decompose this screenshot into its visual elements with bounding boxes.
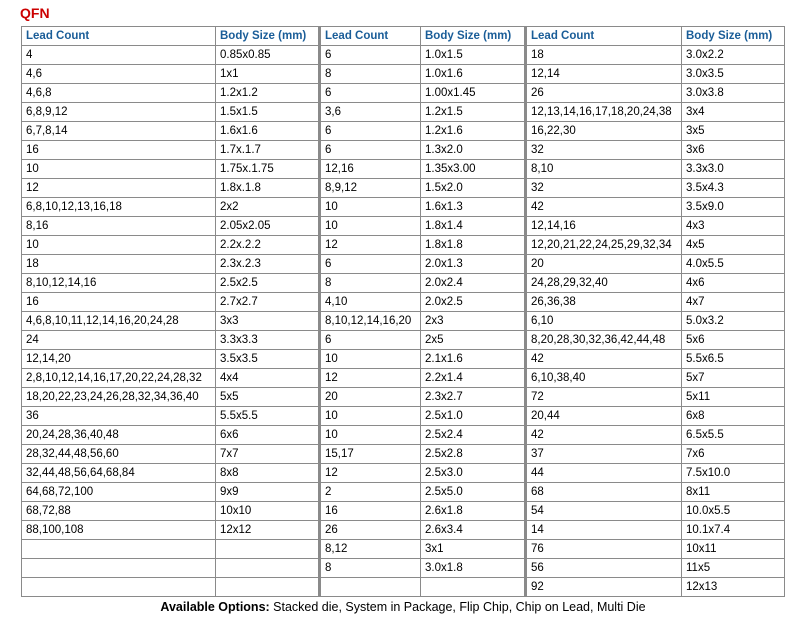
body-size-cell (216, 540, 320, 559)
lead-count-cell: 4,10 (320, 293, 421, 312)
lead-count-cell: 10 (320, 426, 421, 445)
lead-count-cell: 10 (320, 350, 421, 369)
lead-count-cell: 12,16 (320, 160, 421, 179)
body-size-cell: 3x3 (216, 312, 320, 331)
lead-count-cell (22, 559, 216, 578)
body-size-cell: 10x10 (216, 502, 320, 521)
lead-count-cell: 12 (320, 464, 421, 483)
header-lead-count: Lead Count (22, 27, 216, 46)
header-body-size: Body Size (mm) (421, 27, 526, 46)
body-size-cell: 7.5x10.0 (682, 464, 785, 483)
body-size-cell: 3x6 (682, 141, 785, 160)
body-size-cell: 3x5 (682, 122, 785, 141)
lead-count-cell: 20 (526, 255, 682, 274)
lead-count-cell: 18 (526, 46, 682, 65)
table-row (22, 293, 785, 312)
table-row (22, 255, 785, 274)
body-size-cell (421, 578, 526, 597)
body-size-cell: 1.0x1.5 (421, 46, 526, 65)
body-size-cell: 7x7 (216, 445, 320, 464)
lead-count-cell: 10 (22, 236, 216, 255)
header-lead-count: Lead Count (526, 27, 682, 46)
table-row (22, 445, 785, 464)
lead-count-cell: 36 (22, 407, 216, 426)
table-row (22, 103, 785, 122)
lead-count-cell: 8,9,12 (320, 179, 421, 198)
body-size-cell: 2.3x.2.3 (216, 255, 320, 274)
body-size-cell: 1x1 (216, 65, 320, 84)
body-size-cell: 10.0x5.5 (682, 502, 785, 521)
lead-count-cell: 32 (526, 179, 682, 198)
lead-count-cell: 24,28,29,32,40 (526, 274, 682, 293)
lead-count-cell: 92 (526, 578, 682, 597)
table-row (22, 407, 785, 426)
body-size-cell: 4x4 (216, 369, 320, 388)
table-row (22, 312, 785, 331)
body-size-cell: 3.0x2.2 (682, 46, 785, 65)
lead-count-cell: 4,6,8 (22, 84, 216, 103)
body-size-cell: 8x8 (216, 464, 320, 483)
table-row (22, 521, 785, 540)
table-row (22, 84, 785, 103)
lead-count-cell: 12,20,21,22,24,25,29,32,34 (526, 236, 682, 255)
body-size-cell: 2.2x.2.2 (216, 236, 320, 255)
lead-count-cell: 12 (22, 179, 216, 198)
body-size-cell: 4.0x5.5 (682, 255, 785, 274)
header-row (22, 27, 785, 46)
table-row (22, 331, 785, 350)
body-size-cell: 1.8x1.8 (421, 236, 526, 255)
table-row (22, 426, 785, 445)
lead-count-cell: 54 (526, 502, 682, 521)
lead-count-cell (22, 578, 216, 597)
body-size-cell: 4x5 (682, 236, 785, 255)
table-row (22, 198, 785, 217)
lead-count-cell: 12,14,20 (22, 350, 216, 369)
body-size-cell: 2.05x2.05 (216, 217, 320, 236)
lead-count-cell: 8 (320, 274, 421, 293)
body-size-cell: 2.5x2.8 (421, 445, 526, 464)
lead-count-cell: 26 (320, 521, 421, 540)
body-size-cell: 2.6x3.4 (421, 521, 526, 540)
header-body-size: Body Size (mm) (216, 27, 320, 46)
lead-count-cell: 28,32,44,48,56,60 (22, 445, 216, 464)
body-size-cell: 1.5x1.5 (216, 103, 320, 122)
body-size-cell: 4x6 (682, 274, 785, 293)
body-size-cell: 10x11 (682, 540, 785, 559)
body-size-cell: 5.5x6.5 (682, 350, 785, 369)
lead-count-cell: 2,8,10,12,14,16,17,20,22,24,28,32 (22, 369, 216, 388)
body-size-cell: 2x5 (421, 331, 526, 350)
body-size-cell: 2.5x2.4 (421, 426, 526, 445)
lead-count-cell (22, 540, 216, 559)
table-row (22, 483, 785, 502)
body-size-cell: 5x7 (682, 369, 785, 388)
body-size-cell: 2.7x2.7 (216, 293, 320, 312)
lead-count-cell: 8,12 (320, 540, 421, 559)
body-size-cell: 1.2x1.5 (421, 103, 526, 122)
lead-count-cell: 56 (526, 559, 682, 578)
lead-count-cell: 20,44 (526, 407, 682, 426)
table-row (22, 46, 785, 65)
body-size-cell: 2.0x2.5 (421, 293, 526, 312)
lead-count-cell: 16,22,30 (526, 122, 682, 141)
lead-count-cell: 20 (320, 388, 421, 407)
table-row (22, 559, 785, 578)
body-size-cell: 2.0x2.4 (421, 274, 526, 293)
lead-count-cell: 42 (526, 350, 682, 369)
body-size-cell: 2.5x5.0 (421, 483, 526, 502)
body-size-cell: 1.2x1.2 (216, 84, 320, 103)
body-size-cell: 5x5 (216, 388, 320, 407)
lead-count-cell: 42 (526, 426, 682, 445)
lead-count-cell: 88,100,108 (22, 521, 216, 540)
lead-count-cell: 18,20,22,23,24,26,28,32,34,36,40 (22, 388, 216, 407)
lead-count-cell: 42 (526, 198, 682, 217)
body-size-cell: 12x12 (216, 521, 320, 540)
lead-count-cell: 16 (320, 502, 421, 521)
lead-count-cell: 10 (22, 160, 216, 179)
body-size-cell: 5.0x3.2 (682, 312, 785, 331)
available-options-label: Available Options: (160, 600, 270, 614)
body-size-cell: 9x9 (216, 483, 320, 502)
body-size-cell: 6.5x5.5 (682, 426, 785, 445)
body-size-cell: 1.7x.1.7 (216, 141, 320, 160)
lead-count-cell: 12 (320, 236, 421, 255)
lead-count-cell: 8,16 (22, 217, 216, 236)
table-row (22, 578, 785, 597)
body-size-cell: 2.3x2.7 (421, 388, 526, 407)
lead-count-cell: 6 (320, 255, 421, 274)
body-size-cell: 1.75x.1.75 (216, 160, 320, 179)
table-row (22, 502, 785, 521)
body-size-cell: 3.5x9.0 (682, 198, 785, 217)
body-size-cell: 1.8x1.4 (421, 217, 526, 236)
body-size-cell: 3.0x3.5 (682, 65, 785, 84)
lead-count-cell: 6,7,8,14 (22, 122, 216, 141)
lead-count-cell: 32,44,48,56,64,68,84 (22, 464, 216, 483)
table-row (22, 236, 785, 255)
table-row (22, 65, 785, 84)
body-size-cell: 2.2x1.4 (421, 369, 526, 388)
body-size-cell: 4x7 (682, 293, 785, 312)
lead-count-cell: 8,10,12,14,16,20 (320, 312, 421, 331)
body-size-cell: 2.6x1.8 (421, 502, 526, 521)
body-size-cell: 8x11 (682, 483, 785, 502)
body-size-cell (216, 559, 320, 578)
lead-count-cell: 8 (320, 65, 421, 84)
lead-count-cell: 12,14 (526, 65, 682, 84)
body-size-cell: 0.85x0.85 (216, 46, 320, 65)
lead-count-cell: 18 (22, 255, 216, 274)
body-size-cell: 12x13 (682, 578, 785, 597)
body-size-cell: 1.00x1.45 (421, 84, 526, 103)
body-size-cell: 2.5x1.0 (421, 407, 526, 426)
lead-count-cell: 6 (320, 122, 421, 141)
lead-count-cell: 6,10,38,40 (526, 369, 682, 388)
table-row (22, 122, 785, 141)
body-size-cell: 3.5x3.5 (216, 350, 320, 369)
lead-count-cell: 12,14,16 (526, 217, 682, 236)
body-size-cell: 5x6 (682, 331, 785, 350)
lead-count-cell: 16 (22, 293, 216, 312)
lead-count-cell: 26 (526, 84, 682, 103)
lead-count-cell: 26,36,38 (526, 293, 682, 312)
lead-count-cell: 64,68,72,100 (22, 483, 216, 502)
lead-count-cell: 10 (320, 217, 421, 236)
body-size-cell: 2.5x3.0 (421, 464, 526, 483)
lead-count-cell: 72 (526, 388, 682, 407)
body-size-cell: 1.2x1.6 (421, 122, 526, 141)
body-size-cell: 7x6 (682, 445, 785, 464)
body-size-cell: 3x4 (682, 103, 785, 122)
lead-count-cell: 10 (320, 407, 421, 426)
body-size-cell: 1.5x2.0 (421, 179, 526, 198)
lead-count-cell: 68,72,88 (22, 502, 216, 521)
body-size-cell: 3.0x1.8 (421, 559, 526, 578)
lead-count-cell: 8,20,28,30,32,36,42,44,48 (526, 331, 682, 350)
lead-count-cell: 8,10,12,14,16 (22, 274, 216, 293)
available-options-text: Stacked die, System in Package, Flip Chip, Chip on Lead, Multi Die (269, 600, 646, 614)
page-title: QFN (20, 5, 50, 21)
body-size-cell: 2x2 (216, 198, 320, 217)
lead-count-cell: 20,24,28,36,40,48 (22, 426, 216, 445)
lead-count-cell: 10 (320, 198, 421, 217)
table-row (22, 217, 785, 236)
body-size-cell: 11x5 (682, 559, 785, 578)
lead-count-cell (320, 578, 421, 597)
lead-count-cell: 3,6 (320, 103, 421, 122)
body-size-cell: 5x11 (682, 388, 785, 407)
body-size-cell: 3.5x4.3 (682, 179, 785, 198)
table-row (22, 160, 785, 179)
lead-count-cell: 8,10 (526, 160, 682, 179)
lead-count-cell: 6,10 (526, 312, 682, 331)
lead-count-cell: 8 (320, 559, 421, 578)
body-size-cell: 1.6x1.6 (216, 122, 320, 141)
lead-count-cell: 6 (320, 141, 421, 160)
table-row (22, 540, 785, 559)
lead-count-cell: 4,6 (22, 65, 216, 84)
lead-count-cell: 6 (320, 46, 421, 65)
body-size-cell: 6x8 (682, 407, 785, 426)
body-size-cell: 1.8x.1.8 (216, 179, 320, 198)
lead-count-cell: 44 (526, 464, 682, 483)
lead-count-cell: 4,6,8,10,11,12,14,16,20,24,28 (22, 312, 216, 331)
body-size-cell: 3.0x3.8 (682, 84, 785, 103)
lead-count-cell: 6 (320, 331, 421, 350)
body-size-cell: 2.1x1.6 (421, 350, 526, 369)
table-row (22, 179, 785, 198)
body-size-cell: 5.5x5.5 (216, 407, 320, 426)
table-row (22, 388, 785, 407)
lead-count-cell: 6,8,9,12 (22, 103, 216, 122)
body-size-cell: 10.1x7.4 (682, 521, 785, 540)
lead-count-cell: 16 (22, 141, 216, 160)
table-row (22, 141, 785, 160)
lead-count-cell: 14 (526, 521, 682, 540)
body-size-cell: 6x6 (216, 426, 320, 445)
body-size-cell: 2.5x2.5 (216, 274, 320, 293)
body-size-cell: 1.0x1.6 (421, 65, 526, 84)
lead-count-cell: 12,13,14,16,17,18,20,24,38 (526, 103, 682, 122)
lead-count-cell: 2 (320, 483, 421, 502)
available-options (0, 600, 806, 614)
lead-count-cell: 6 (320, 84, 421, 103)
lead-count-cell: 12 (320, 369, 421, 388)
lead-count-cell: 4 (22, 46, 216, 65)
qfn-table (21, 26, 785, 597)
table-row (22, 274, 785, 293)
table-row (22, 369, 785, 388)
lead-count-cell: 32 (526, 141, 682, 160)
body-size-cell: 3.3x3.3 (216, 331, 320, 350)
body-size-cell: 2x3 (421, 312, 526, 331)
lead-count-cell: 76 (526, 540, 682, 559)
body-size-cell: 3x1 (421, 540, 526, 559)
header-body-size: Body Size (mm) (682, 27, 785, 46)
body-size-cell (216, 578, 320, 597)
header-lead-count: Lead Count (320, 27, 421, 46)
table-row (22, 464, 785, 483)
lead-count-cell: 37 (526, 445, 682, 464)
body-size-cell: 3.3x3.0 (682, 160, 785, 179)
body-size-cell: 1.6x1.3 (421, 198, 526, 217)
body-size-cell: 4x3 (682, 217, 785, 236)
lead-count-cell: 15,17 (320, 445, 421, 464)
lead-count-cell: 68 (526, 483, 682, 502)
lead-count-cell: 24 (22, 331, 216, 350)
table-row (22, 350, 785, 369)
lead-count-cell: 6,8,10,12,13,16,18 (22, 198, 216, 217)
body-size-cell: 1.35x3.00 (421, 160, 526, 179)
body-size-cell: 2.0x1.3 (421, 255, 526, 274)
body-size-cell: 1.3x2.0 (421, 141, 526, 160)
